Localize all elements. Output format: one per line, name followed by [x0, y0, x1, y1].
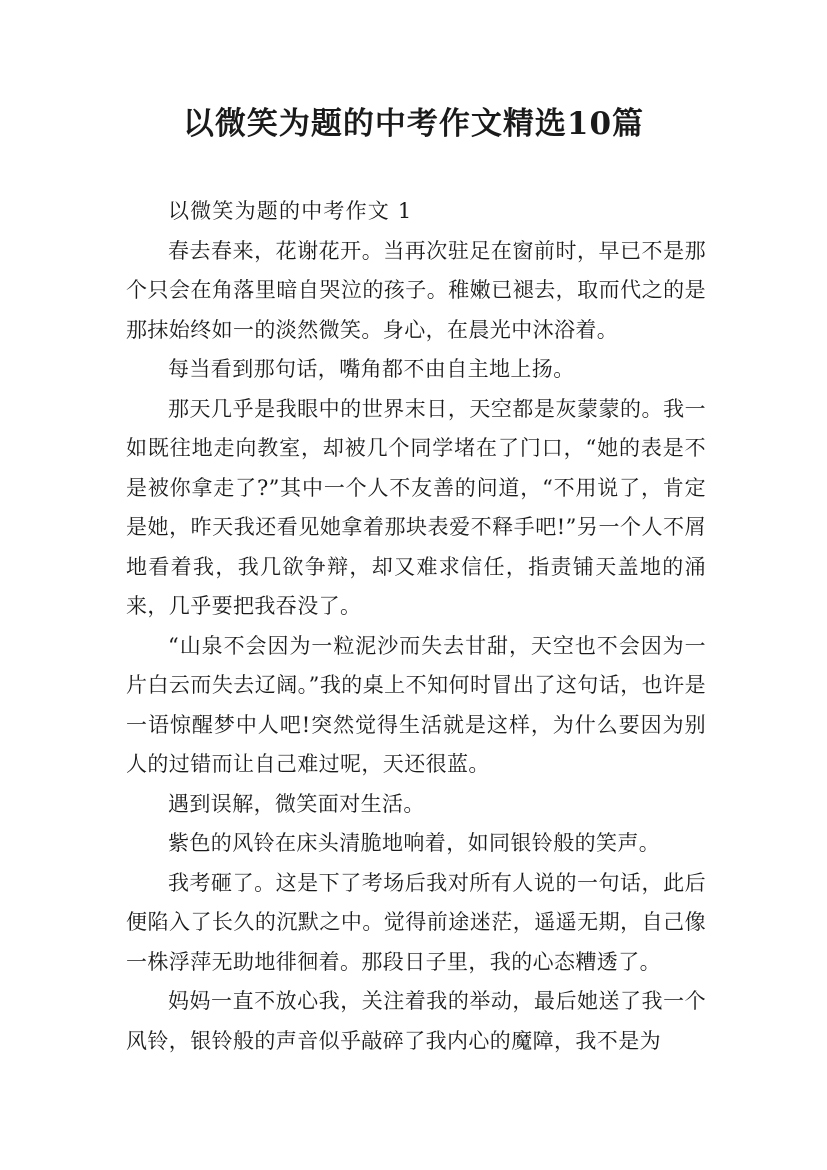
paragraph: 妈妈一直不放心我，关注着我的举动，最后她送了我一个风铃，银铃般的声音似乎敲碎了我内心的魔障，我不是为: [126, 989, 706, 1053]
paragraph: 紫色的风铃在床头清脆地响着，如同银铃般的笑声。: [168, 831, 661, 855]
section-heading: 以微笑为题的中考作文 1: [168, 199, 413, 223]
paragraph: 遇到误解，微笑面对生活。: [168, 791, 425, 816]
paragraph: 春去春来，花谢花开。当再次驻足在窗前时，早已不是那个只会在角落里暗自哭泣的孩子。稚嫩已褪去，取而代之的是那抹始终如一的淡然微笑。身心，在晨光中沐浴着。: [126, 238, 706, 342]
paragraph: 那天几乎是我眼中的世界末日，天空都是灰蒙蒙的。我一如既往地走向教室，却被几个同学堵在了门口，“她的表是不是被你拿走了?”其中一个人不友善的问道，“不用说了，肯定是她，昨天我还看见她拿着那块表爱不释手吧!”另一个人不屑地看着我，我几欲争辩，却又难求信任，指责铺天盖地的涌来，几乎要把我吞没了。: [126, 396, 706, 618]
paragraph: 每当看到那句话，嘴角都不由自主地上扬。: [168, 357, 575, 381]
document-body: [126, 192, 706, 1061]
paragraph: “山泉不会因为一粒泥沙而失去甘甜，天空也不会因为一片白云而失去辽阔。”我的桌上不知何时冒出了这句话，也许是一语惊醒梦中人吧!突然觉得生活就是这样，为什么要因为别人的过错而让自己难过呢，天还很蓝。: [126, 633, 706, 776]
paragraph: 我考砸了。这是下了考场后我对所有人说的一句话，此后便陷入了长久的沉默之中。觉得前途迷茫，遥遥无期，自己像一株浮萍无助地徘徊着。那段日子里，我的心态糟透了。: [126, 870, 706, 974]
document-title: 以微笑为题的中考作文精选10篇: [182, 106, 645, 142]
